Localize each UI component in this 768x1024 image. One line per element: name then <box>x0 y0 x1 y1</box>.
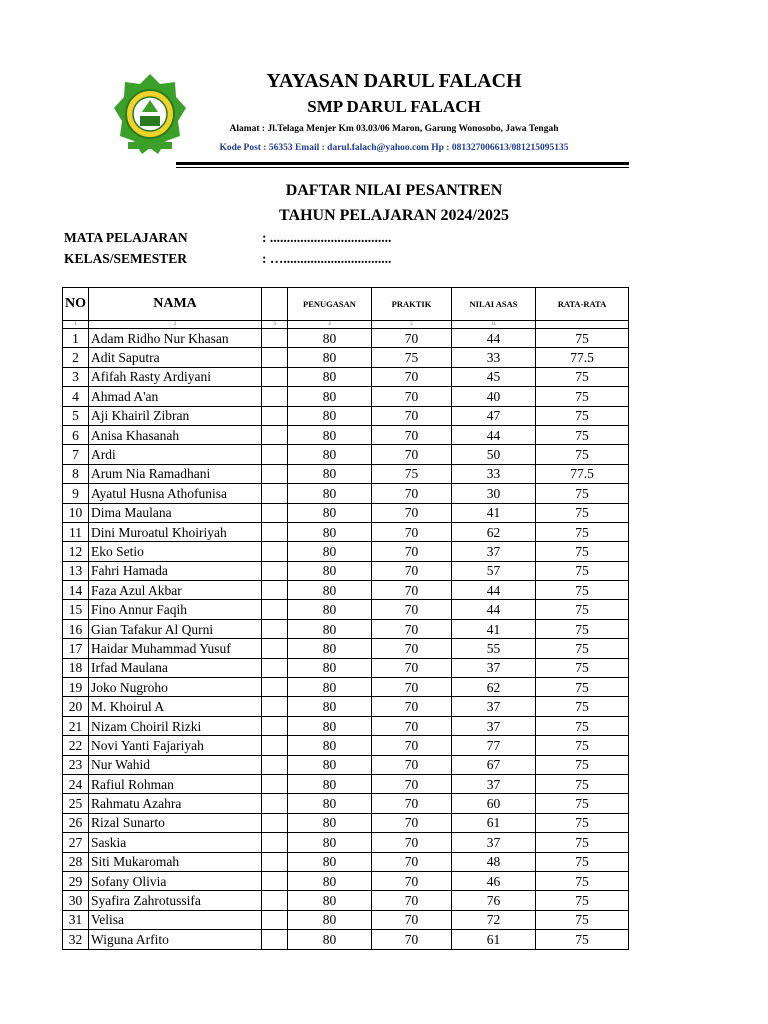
table-row <box>63 329 629 348</box>
table-row <box>63 445 629 464</box>
practice-score: 70 <box>372 678 452 697</box>
table-row <box>63 930 629 949</box>
asas-score: 45 <box>452 367 536 386</box>
average-score: 75 <box>536 367 629 386</box>
practice-score: 70 <box>372 561 452 580</box>
document-title: DAFTAR NILAI PESANTREN <box>285 182 503 199</box>
table-row <box>63 600 629 619</box>
row-no: 18 <box>63 658 89 677</box>
practice-score: 70 <box>372 813 452 832</box>
academic-year: TAHUN PELAJARAN 2024/2025 <box>279 207 509 224</box>
student-name: Rafiul Rohman <box>89 774 262 793</box>
school-address: Alamat : Jl.Telaga Menjer Km 03.03/06 Maron, Garung Wonosobo, Jawa Tengah <box>229 124 559 134</box>
school-contact: Kode Post : 56353 Email : darul.falach@yahoo.com Hp : 081327006613/081215095135 <box>219 143 569 153</box>
task-score: 80 <box>288 522 372 541</box>
student-name: Nur Wahid <box>89 755 262 774</box>
row-no: 12 <box>63 542 89 561</box>
practice-score: 70 <box>372 736 452 755</box>
index-cell: 4 <box>288 321 372 329</box>
average-score: 75 <box>536 833 629 852</box>
row-no: 3 <box>63 367 89 386</box>
asas-score: 40 <box>452 387 536 406</box>
student-name: Aji Khairil Zibran <box>89 406 262 425</box>
table-row <box>63 833 629 852</box>
asas-score: 37 <box>452 542 536 561</box>
table-row <box>63 619 629 638</box>
average-score: 75 <box>536 561 629 580</box>
task-score: 80 <box>288 619 372 638</box>
task-score: 80 <box>288 445 372 464</box>
asas-score: 30 <box>452 484 536 503</box>
school-name: SMP DARUL FALACH <box>307 97 481 116</box>
table-row <box>63 755 629 774</box>
practice-score: 70 <box>372 619 452 638</box>
student-name: Fino Annur Faqih <box>89 600 262 619</box>
task-score: 80 <box>288 561 372 580</box>
logo-book-icon <box>140 116 160 126</box>
average-score: 75 <box>536 600 629 619</box>
table-row <box>63 561 629 580</box>
practice-score: 70 <box>372 891 452 910</box>
asas-score: 55 <box>452 639 536 658</box>
average-score: 75 <box>536 581 629 600</box>
table-header-row <box>63 288 629 321</box>
row-no: 4 <box>63 387 89 406</box>
blank-cell <box>262 387 288 406</box>
student-name: Gian Tafakur Al Qurni <box>89 619 262 638</box>
row-no: 25 <box>63 794 89 813</box>
practice-score: 70 <box>372 716 452 735</box>
practice-score: 70 <box>372 658 452 677</box>
average-score: 75 <box>536 387 629 406</box>
practice-score: 70 <box>372 484 452 503</box>
task-score: 80 <box>288 503 372 522</box>
student-name: Dima Maulana <box>89 503 262 522</box>
subject-line <box>64 230 391 246</box>
practice-score: 70 <box>372 425 452 444</box>
task-score: 80 <box>288 736 372 755</box>
average-score: 75 <box>536 503 629 522</box>
average-score: 75 <box>536 619 629 638</box>
task-score: 80 <box>288 600 372 619</box>
asas-score: 46 <box>452 871 536 890</box>
student-name: Irfad Maulana <box>89 658 262 677</box>
row-no: 29 <box>63 871 89 890</box>
asas-score: 37 <box>452 833 536 852</box>
table-row <box>63 794 629 813</box>
student-name: Rizal Sunarto <box>89 813 262 832</box>
asas-score: 41 <box>452 619 536 638</box>
table-row <box>63 813 629 832</box>
student-name: Nizam Choiril Rizki <box>89 716 262 735</box>
blank-cell <box>262 600 288 619</box>
average-score: 75 <box>536 329 629 348</box>
average-score: 75 <box>536 484 629 503</box>
row-no: 23 <box>63 755 89 774</box>
asas-score: 37 <box>452 716 536 735</box>
average-score: 77.5 <box>536 464 629 483</box>
index-cell: 2 <box>89 321 262 329</box>
average-score: 75 <box>536 910 629 929</box>
practice-score: 70 <box>372 910 452 929</box>
row-no: 16 <box>63 619 89 638</box>
table-row <box>63 367 629 386</box>
student-name: Saskia <box>89 833 262 852</box>
student-name: Ahmad A'an <box>89 387 262 406</box>
student-name: Velisa <box>89 910 262 929</box>
school-logo <box>112 72 188 162</box>
asas-score: 33 <box>452 348 536 367</box>
practice-score: 70 <box>372 930 452 949</box>
row-no: 14 <box>63 581 89 600</box>
average-score: 75 <box>536 445 629 464</box>
class-value: : …................................ <box>262 251 392 266</box>
index-cell: 5 <box>372 321 452 329</box>
header-name: NAMA <box>89 288 262 321</box>
asas-score: 44 <box>452 600 536 619</box>
column-index-row <box>63 321 629 329</box>
table-row <box>63 852 629 871</box>
row-no: 32 <box>63 930 89 949</box>
row-no: 2 <box>63 348 89 367</box>
table-row <box>63 871 629 890</box>
asas-score: 72 <box>452 910 536 929</box>
blank-cell <box>262 755 288 774</box>
student-name: Rahmatu Azahra <box>89 794 262 813</box>
student-name: Ardi <box>89 445 262 464</box>
task-score: 80 <box>288 852 372 871</box>
average-score: 75 <box>536 774 629 793</box>
blank-cell <box>262 794 288 813</box>
average-score: 75 <box>536 522 629 541</box>
blank-cell <box>262 503 288 522</box>
row-no: 13 <box>63 561 89 580</box>
student-name: Eko Setio <box>89 542 262 561</box>
asas-score: 62 <box>452 522 536 541</box>
blank-cell <box>262 678 288 697</box>
row-no: 20 <box>63 697 89 716</box>
asas-score: 61 <box>452 930 536 949</box>
student-name: Novi Yanti Fajariyah <box>89 736 262 755</box>
practice-score: 75 <box>372 348 452 367</box>
header-divider-thick <box>176 162 629 165</box>
blank-cell <box>262 464 288 483</box>
grades-table <box>62 287 629 950</box>
index-cell: 1 <box>63 321 89 329</box>
average-score: 75 <box>536 736 629 755</box>
row-no: 11 <box>63 522 89 541</box>
table-row <box>63 425 629 444</box>
task-score: 80 <box>288 755 372 774</box>
task-score: 80 <box>288 348 372 367</box>
student-name: Fahri Hamada <box>89 561 262 580</box>
average-score: 77.5 <box>536 348 629 367</box>
blank-cell <box>262 774 288 793</box>
subject-label: MATA PELAJARAN <box>64 230 188 245</box>
blank-cell <box>262 348 288 367</box>
table-row <box>63 581 629 600</box>
blank-cell <box>262 852 288 871</box>
task-score: 80 <box>288 425 372 444</box>
row-no: 26 <box>63 813 89 832</box>
header-task: PENUGASAN <box>288 288 372 321</box>
student-name: Dini Muroatul Khoiriyah <box>89 522 262 541</box>
index-cell: 11 <box>452 321 536 329</box>
practice-score: 75 <box>372 464 452 483</box>
task-score: 80 <box>288 930 372 949</box>
row-no: 17 <box>63 639 89 658</box>
task-score: 80 <box>288 367 372 386</box>
student-name: Adit Saputra <box>89 348 262 367</box>
asas-score: 67 <box>452 755 536 774</box>
student-name: Ayatul Husna Athofunisa <box>89 484 262 503</box>
row-no: 24 <box>63 774 89 793</box>
asas-score: 57 <box>452 561 536 580</box>
row-no: 28 <box>63 852 89 871</box>
asas-score: 48 <box>452 852 536 871</box>
average-score: 75 <box>536 658 629 677</box>
practice-score: 70 <box>372 833 452 852</box>
task-score: 80 <box>288 542 372 561</box>
asas-score: 50 <box>452 445 536 464</box>
index-cell: 3 <box>262 321 288 329</box>
asas-score: 37 <box>452 658 536 677</box>
asas-score: 44 <box>452 425 536 444</box>
asas-score: 37 <box>452 774 536 793</box>
table-row <box>63 639 629 658</box>
blank-cell <box>262 658 288 677</box>
average-score: 75 <box>536 425 629 444</box>
class-line <box>64 251 391 267</box>
blank-cell <box>262 813 288 832</box>
asas-score: 77 <box>452 736 536 755</box>
practice-score: 70 <box>372 581 452 600</box>
practice-score: 70 <box>372 445 452 464</box>
average-score: 75 <box>536 813 629 832</box>
blank-cell <box>262 425 288 444</box>
task-score: 80 <box>288 406 372 425</box>
row-no: 5 <box>63 406 89 425</box>
asas-score: 44 <box>452 329 536 348</box>
blank-cell <box>262 891 288 910</box>
blank-cell <box>262 930 288 949</box>
task-score: 80 <box>288 910 372 929</box>
class-label: KELAS/SEMESTER <box>64 251 188 266</box>
foundation-name: YAYASAN DARUL FALACH <box>266 70 522 92</box>
task-score: 80 <box>288 464 372 483</box>
blank-cell <box>262 716 288 735</box>
task-score: 80 <box>288 794 372 813</box>
table-row <box>63 348 629 367</box>
practice-score: 70 <box>372 387 452 406</box>
blank-cell <box>262 367 288 386</box>
practice-score: 70 <box>372 542 452 561</box>
student-name: Adam Ridho Nur Khasan <box>89 329 262 348</box>
table-row <box>63 522 629 541</box>
practice-score: 70 <box>372 406 452 425</box>
practice-score: 70 <box>372 503 452 522</box>
task-score: 80 <box>288 697 372 716</box>
average-score: 75 <box>536 639 629 658</box>
table-row <box>63 484 629 503</box>
task-score: 80 <box>288 329 372 348</box>
blank-cell <box>262 833 288 852</box>
practice-score: 70 <box>372 794 452 813</box>
row-no: 6 <box>63 425 89 444</box>
asas-score: 33 <box>452 464 536 483</box>
table-row <box>63 910 629 929</box>
practice-score: 70 <box>372 639 452 658</box>
table-row <box>63 736 629 755</box>
practice-score: 70 <box>372 367 452 386</box>
average-score: 75 <box>536 891 629 910</box>
task-score: 80 <box>288 774 372 793</box>
practice-score: 70 <box>372 871 452 890</box>
blank-cell <box>262 910 288 929</box>
row-no: 21 <box>63 716 89 735</box>
task-score: 80 <box>288 639 372 658</box>
header-practice: PRAKTIK <box>372 288 452 321</box>
practice-score: 70 <box>372 774 452 793</box>
student-name: Sofany Olivia <box>89 871 262 890</box>
practice-score: 70 <box>372 329 452 348</box>
task-score: 80 <box>288 813 372 832</box>
row-no: 15 <box>63 600 89 619</box>
header-blank <box>262 288 288 321</box>
task-score: 80 <box>288 484 372 503</box>
row-no: 7 <box>63 445 89 464</box>
student-name: Syafira Zahrotussifa <box>89 891 262 910</box>
blank-cell <box>262 871 288 890</box>
blank-cell <box>262 522 288 541</box>
blank-cell <box>262 639 288 658</box>
table-row <box>63 387 629 406</box>
average-score: 75 <box>536 716 629 735</box>
task-score: 80 <box>288 716 372 735</box>
header-no: NO <box>63 288 89 321</box>
table-row <box>63 542 629 561</box>
practice-score: 70 <box>372 755 452 774</box>
row-no: 30 <box>63 891 89 910</box>
practice-score: 70 <box>372 522 452 541</box>
practice-score: 70 <box>372 697 452 716</box>
blank-cell <box>262 561 288 580</box>
table-body <box>63 329 629 950</box>
blank-cell <box>262 619 288 638</box>
student-name: Joko Nugroho <box>89 678 262 697</box>
row-no: 31 <box>63 910 89 929</box>
student-name: Anisa Khasanah <box>89 425 262 444</box>
blank-cell <box>262 581 288 600</box>
table-row <box>63 697 629 716</box>
asas-score: 60 <box>452 794 536 813</box>
average-score: 75 <box>536 542 629 561</box>
logo-ribbon <box>128 142 172 149</box>
asas-score: 37 <box>452 697 536 716</box>
average-score: 75 <box>536 678 629 697</box>
asas-score: 47 <box>452 406 536 425</box>
table-row <box>63 891 629 910</box>
task-score: 80 <box>288 833 372 852</box>
row-no: 10 <box>63 503 89 522</box>
blank-cell <box>262 406 288 425</box>
task-score: 80 <box>288 387 372 406</box>
average-score: 75 <box>536 871 629 890</box>
asas-score: 76 <box>452 891 536 910</box>
blank-cell <box>262 736 288 755</box>
table-row <box>63 658 629 677</box>
subject-value: : .................................... <box>262 230 392 245</box>
row-no: 19 <box>63 678 89 697</box>
asas-score: 61 <box>452 813 536 832</box>
table-row <box>63 406 629 425</box>
blank-cell <box>262 329 288 348</box>
row-no: 22 <box>63 736 89 755</box>
blank-cell <box>262 542 288 561</box>
asas-score: 44 <box>452 581 536 600</box>
row-no: 27 <box>63 833 89 852</box>
asas-score: 62 <box>452 678 536 697</box>
table-row <box>63 464 629 483</box>
task-score: 80 <box>288 658 372 677</box>
row-no: 8 <box>63 464 89 483</box>
header-average: RATA-RATA <box>536 288 629 321</box>
index-cell <box>536 321 629 329</box>
average-score: 75 <box>536 406 629 425</box>
student-name: Siti Mukaromah <box>89 852 262 871</box>
student-name: Arum Nia Ramadhani <box>89 464 262 483</box>
average-score: 75 <box>536 755 629 774</box>
blank-cell <box>262 697 288 716</box>
student-name: Wiguna Arfito <box>89 930 262 949</box>
practice-score: 70 <box>372 852 452 871</box>
task-score: 80 <box>288 581 372 600</box>
average-score: 75 <box>536 852 629 871</box>
task-score: 80 <box>288 891 372 910</box>
task-score: 80 <box>288 871 372 890</box>
blank-cell <box>262 445 288 464</box>
row-no: 1 <box>63 329 89 348</box>
student-name: Afifah Rasty Ardiyani <box>89 367 262 386</box>
task-score: 80 <box>288 678 372 697</box>
asas-score: 41 <box>452 503 536 522</box>
student-name: M. Khoirul A <box>89 697 262 716</box>
average-score: 75 <box>536 697 629 716</box>
table-row <box>63 503 629 522</box>
blank-cell <box>262 484 288 503</box>
student-name: Faza Azul Akbar <box>89 581 262 600</box>
row-no: 9 <box>63 484 89 503</box>
table-row <box>63 716 629 735</box>
practice-score: 70 <box>372 600 452 619</box>
header-divider-thin <box>176 167 629 168</box>
table-row <box>63 678 629 697</box>
student-name: Haidar Muhammad Yusuf <box>89 639 262 658</box>
average-score: 75 <box>536 930 629 949</box>
average-score: 75 <box>536 794 629 813</box>
table-row <box>63 774 629 793</box>
header-asas: NILAI ASAS <box>452 288 536 321</box>
